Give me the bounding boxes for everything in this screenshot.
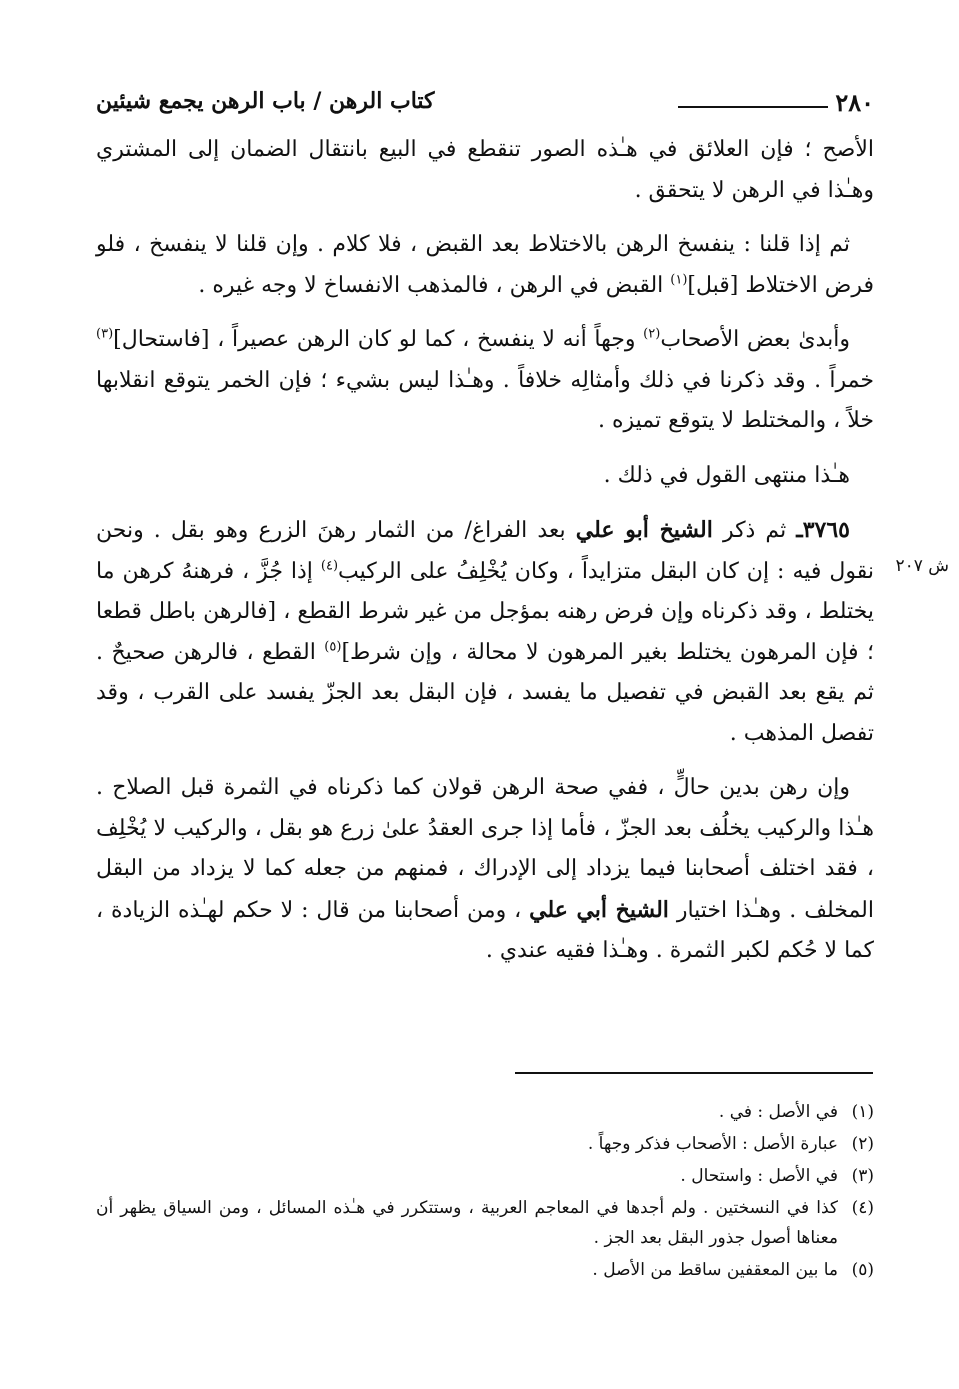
footnote: [96, 1255, 874, 1285]
manuscript-folio-note: ش ٢٠٧: [895, 556, 949, 576]
footnote-number: (٣): [851, 1166, 874, 1186]
paragraph-3-text-b: وجهاً أنه لا ينفسخ ، كما لو كان الرهن عصيراً ، [فاستحال]: [113, 327, 644, 352]
paragraph-3-text-a: وأبدىٰ بعض الأصحاب: [660, 327, 850, 352]
paragraph-2: [96, 225, 874, 306]
paragraph-2-text-b: القبض في الرهن ، فالمذهب الانفساخ لا وجه غيره .: [198, 272, 671, 298]
footnote-number: (١): [851, 1102, 874, 1122]
footnote-text: كذا في النسختين . ولم أجدها في المعاجم العربية ، وستتكرر في هـٰذه المسائل ، ومن السياق يظهر أن معناها أصول جذور البقل بعد الجز .: [96, 1198, 838, 1248]
footnote-text: عبارة الأصل : الأصحاب فذكر وجهاً .: [587, 1134, 838, 1154]
footnote: [96, 1193, 874, 1253]
footnotes: [96, 1097, 874, 1287]
paragraph-5-text-d: القطع ، فالرهن صحيحٌ . ثم يقع بعد القبض في تفصيل ما يفسد ، فإن البقل بعد الجزّ يفسد على القرب ، وقد تفصل المذهب .: [96, 639, 874, 746]
footnote: [96, 1129, 874, 1159]
scholar-name: الشيخ أبو علي: [575, 517, 713, 543]
footnote-text: ما بين المعقفين ساقط من الأصل .: [592, 1260, 838, 1280]
scholar-name-2: الشيخ أبي علي: [529, 896, 669, 923]
footnote-ref-1[interactable]: (١): [670, 272, 688, 288]
footnote: [96, 1161, 874, 1191]
footnote-ref-5[interactable]: (٥): [324, 639, 342, 655]
paragraph-5-text-b: بعد الفراغ/ من الثمار رهنَ الزرع وهو بقل . ونحن نقول فيه : إن كان البقل متزايداً ، وكان يُخْلِفُ على الركيب: [96, 518, 874, 584]
footnote-text: في الأصل : في .: [718, 1102, 838, 1122]
footnote-number: (٥): [851, 1260, 874, 1280]
paragraph-5: [96, 510, 874, 754]
paragraph-3-text-c: خمراً . وقد ذكرنا في ذلك وأمثالِه خلافاً . وهـٰذا ليس بشيء ؛ فإن الخمر يتوقع انقلابها خلاً ، والمختلط لا يتوقع تميزه .: [96, 367, 874, 433]
running-header: [96, 84, 874, 124]
footnote-number: (٤): [851, 1198, 874, 1218]
footnote: [96, 1097, 874, 1127]
paragraph-3: [96, 320, 874, 442]
footnote-ref-3[interactable]: (٣): [96, 326, 114, 342]
paragraph-1: الأصح ؛ فإن العلائق في هـٰذه الصور تنقطع في البيع بانتقال الضمان إلى المشتري وهـٰذا في الرهن لا يتحقق .: [96, 137, 874, 203]
footnote-ref-2[interactable]: (٢): [643, 326, 661, 342]
section-number: ٣٧٦٥ـ: [796, 517, 850, 543]
paragraph-5-text-a: ثم ذكر: [712, 518, 797, 543]
paragraph-6: [96, 768, 874, 972]
paragraph-2-text-a: ثم إذا قلنا : ينفسخ الرهن بالاختلاط بعد القبض ، فلا كلام . وإن قلنا لا ينفسخ ، فلو فرض الاختلاط [قبل]: [96, 232, 874, 298]
paragraph-4: هـٰذا منتهى القول في ذلك .: [603, 462, 850, 488]
paragraph-5-text-c: إذا جُزَّ ، فرهنهُ كرهن ما يختلط ، وقد ذكرناه وإن فرض رهنه بمؤجل من غير شرط القطع ، [فالرهن باطل قطعا ؛ فإن المرهون يختلط بغير المرهون لا محالة ، وإن شرط]: [96, 558, 874, 665]
page-number: ٢٨٠: [835, 88, 874, 117]
footnote-number: (٢): [851, 1134, 874, 1154]
footnote-text: في الأصل : واستحال .: [680, 1166, 838, 1186]
chapter-title: كتاب الرهن / باب الرهن يجمع شيئين: [96, 88, 435, 114]
main-text: [96, 130, 874, 986]
paragraph-6-text-b: ، ومن أصحابنا من قال : لا حكم لهـٰذه الزيادة ، كما لا حُكم لكبر الثمرة . وهـٰذا فقيه عندي .: [96, 897, 874, 963]
footnote-separator: [515, 1072, 873, 1074]
header-rule: [678, 106, 828, 108]
footnote-ref-4[interactable]: (٤): [320, 558, 339, 574]
paragraph-6-text-a: وإن رهن بدين حالٍّ ، ففي صحة الرهن قولان كما ذكرناه في الثمرة قبل الصلاح . هـٰذا والركيب يخلُف بعد الجزّ ، فأما إذا جرى العقدُ علىٰ زرع هو بقل ، والركيب لا يُخْلِف ، فقد اختلف أصحابنا فيما يزداد إلى الإدراك ، فمنهم من جعله كما لا يزداد من البقل المخلف . وهـٰذا اختيار: [96, 775, 874, 923]
